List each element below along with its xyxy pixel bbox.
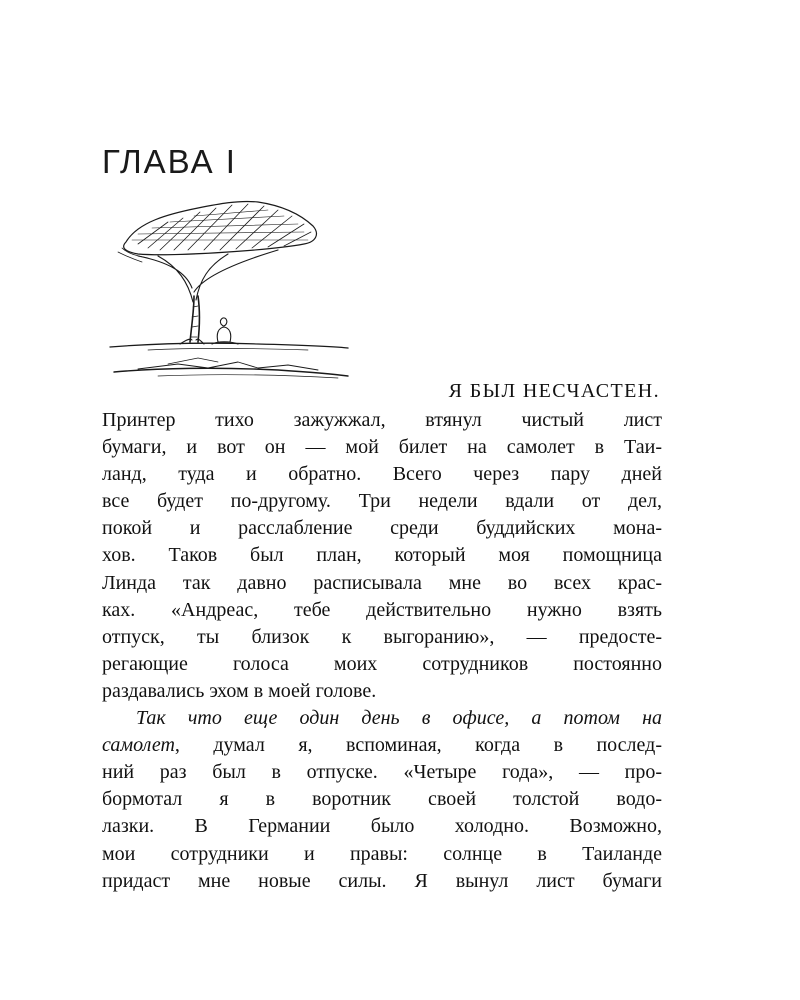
text-line: раздавались эхом в моей голове. [102, 679, 377, 702]
text-line: бормотал я в воротник своей толстой водо- [102, 788, 662, 811]
text-line: лазки. В Германии было холодно. Возможно, [102, 815, 662, 838]
text-line: бумаги, и вот он — мой билет на самолет в Таи- [102, 436, 662, 459]
chapter-body-text [102, 407, 662, 895]
chapter-opening-line: Я БЫЛ НЕСЧАСТЕН. [448, 380, 660, 402]
text-line: все будет по-другому. Три недели вдали от дел, [102, 490, 662, 513]
text-line: хов. Таков был план, который моя помощница [102, 544, 662, 567]
text-line-italic: Так что еще один день в офисе, а потом на [136, 707, 662, 730]
text-line: ках. «Андреас, тебе действительно нужно взять [102, 598, 662, 621]
text-line: отпуск, ты близок к выгоранию», — предосте- [102, 625, 662, 648]
tree-with-seated-monk-icon [108, 192, 353, 387]
text-line: покой и расслабление среди буддийских мона- [102, 517, 662, 540]
chapter-title: ГЛАВА I [102, 143, 237, 180]
text-line: Линда так давно расписывала мне во всех крас- [102, 571, 662, 594]
text-line: регающие голоса моих сотрудников постоянно [102, 652, 662, 675]
text-line: придаст мне новые силы. Я вынул лист бумаги [102, 869, 662, 892]
text-line: мои сотрудники и правы: солнце в Таиланде [102, 842, 662, 865]
text-line-mixed [102, 732, 662, 759]
text-line: ний раз был в отпуске. «Четыре года», — про- [102, 761, 662, 784]
text-fragment: , думал я, вспоминая, когда в послед- [174, 734, 662, 757]
text-line: ланд, туда и обратно. Всего через пару дней [102, 463, 662, 486]
text-line: Принтер тихо зажужжал, втянул чистый лист [102, 409, 662, 431]
italic-phrase: самолет [102, 734, 175, 757]
